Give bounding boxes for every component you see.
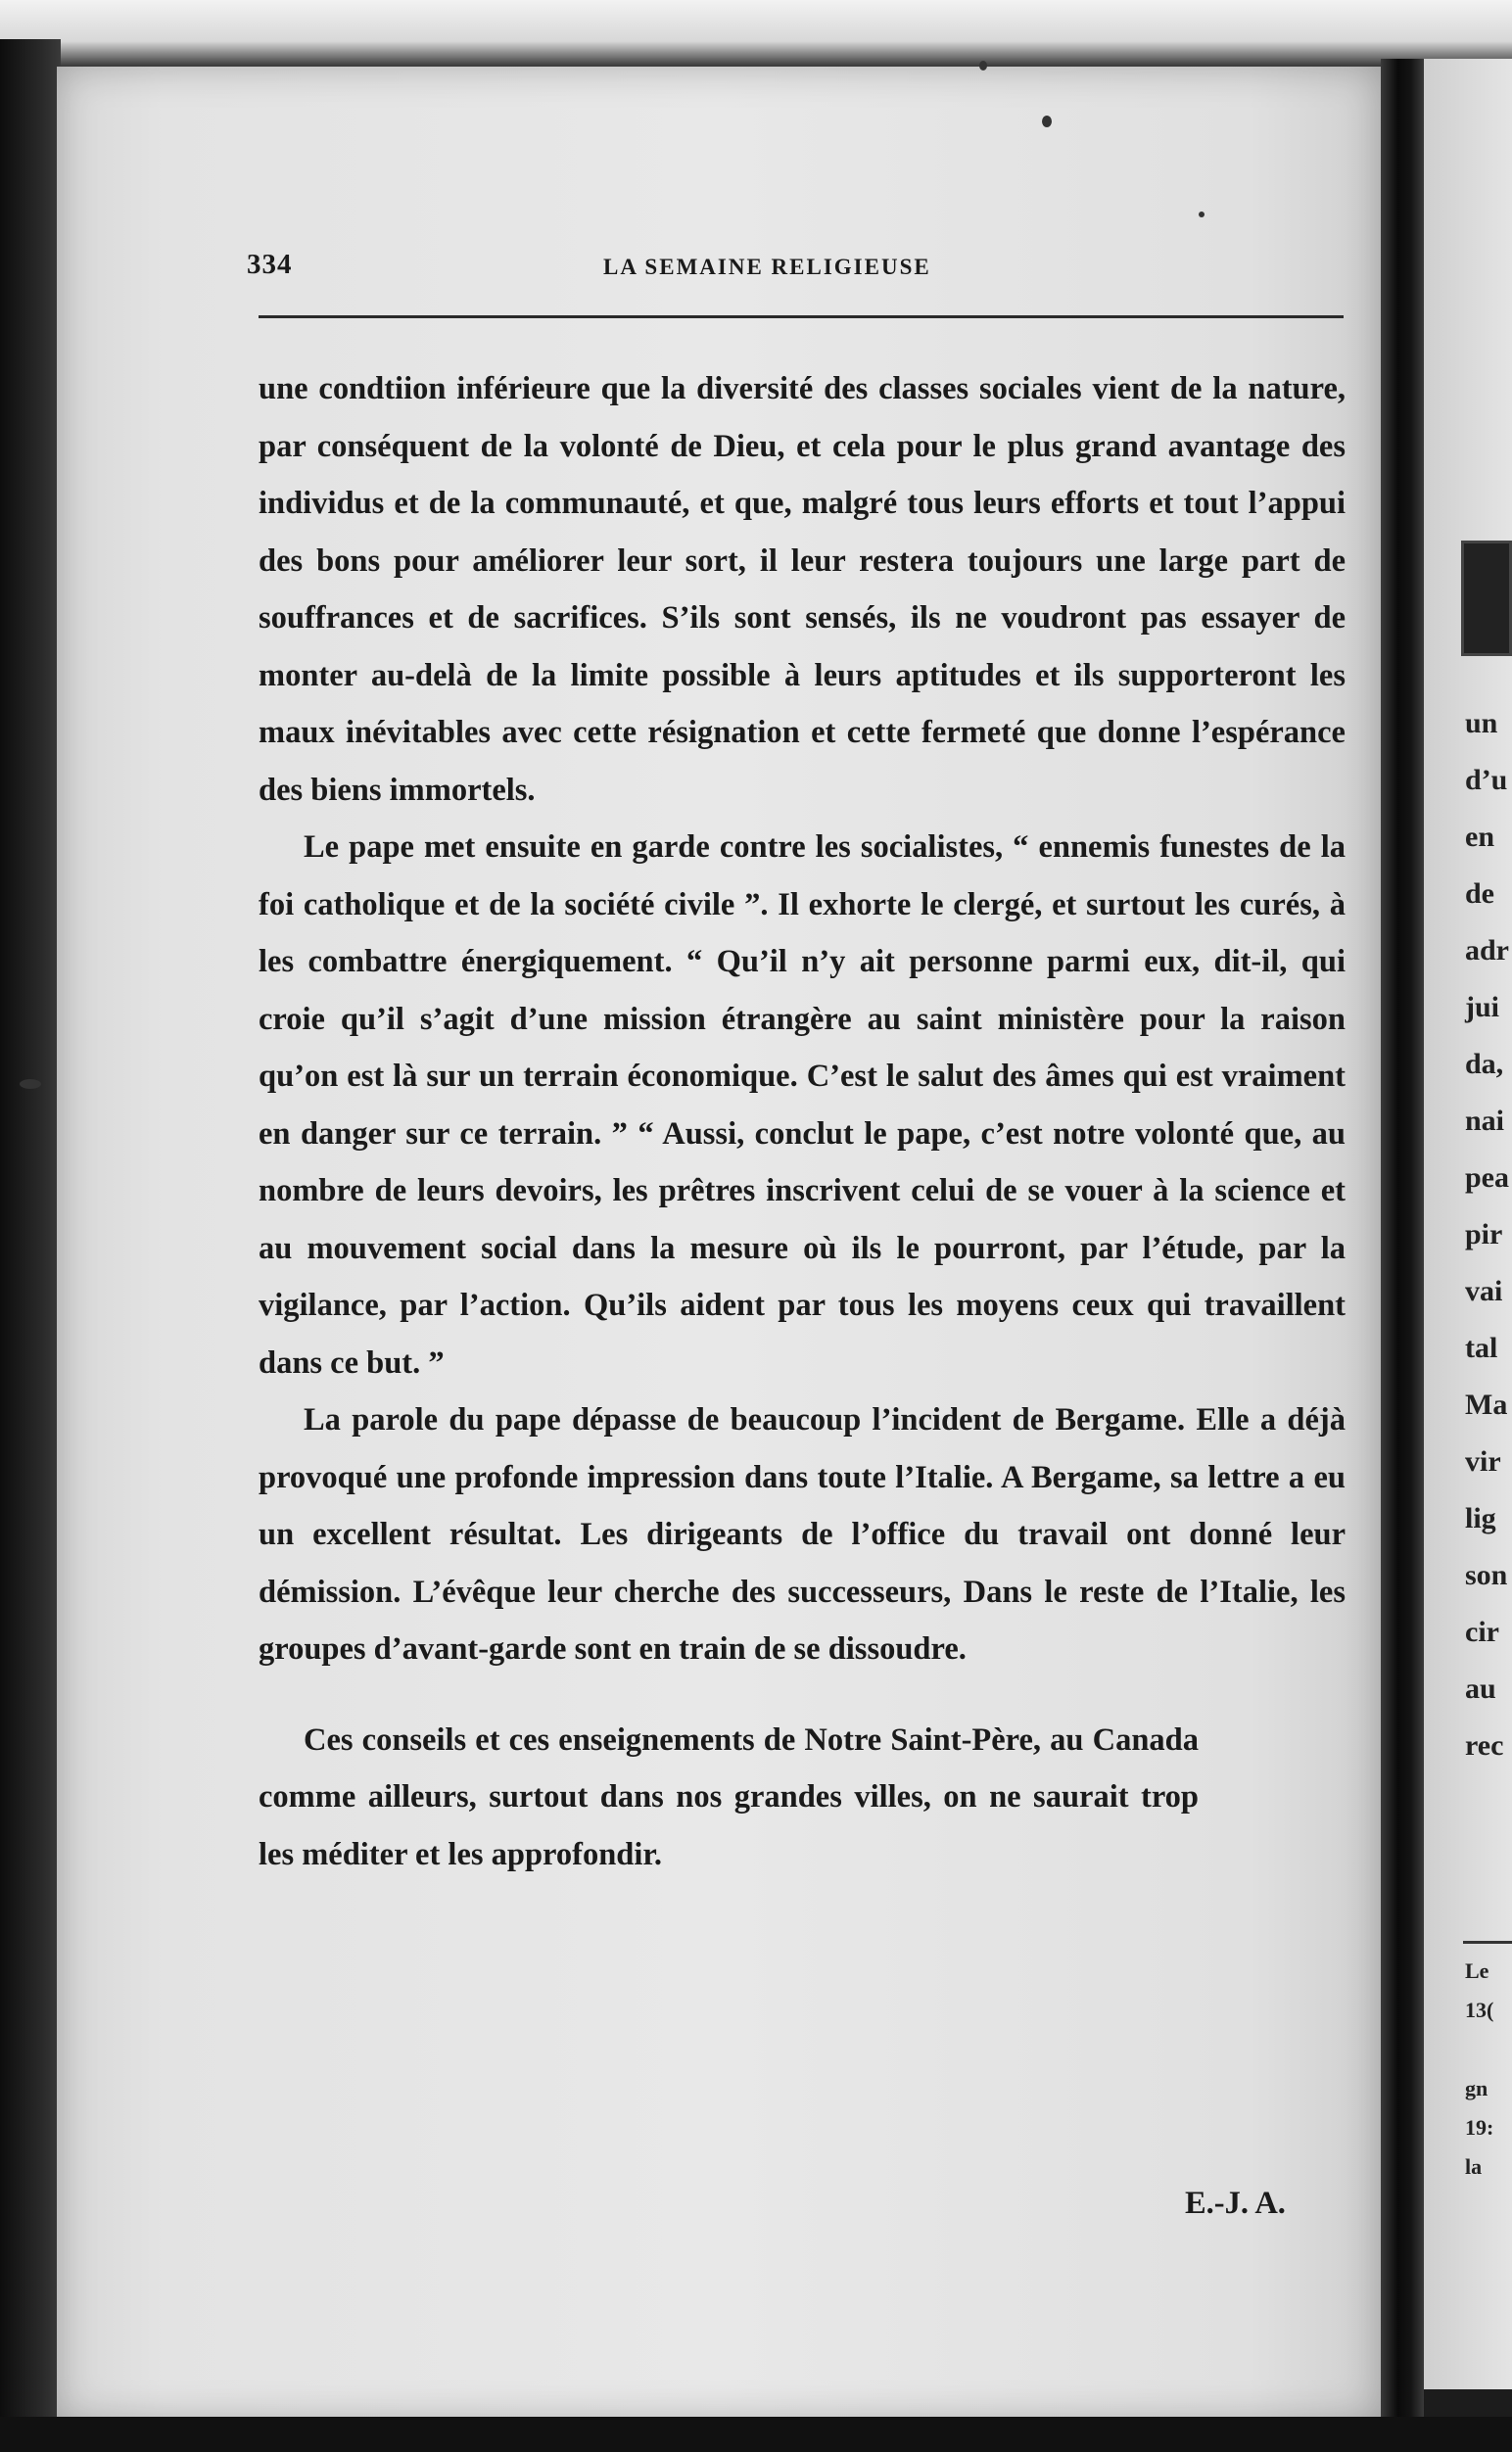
adjacent-footnote-line: Le [1465, 1958, 1489, 1983]
adjacent-line: d’u [1465, 764, 1508, 796]
adjacent-line: cir [1465, 1616, 1499, 1648]
scan-bottom-edge [0, 2417, 1512, 2452]
paragraph: une condtiion inférieure que la diversité des classes sociales vient de la nature, par conséquent de la volonté de Dieu, et cela pour le plus grand avantage des individus et de la communauté, et que, malgré tous leurs efforts et tout l’appui des bons pour améliorer leur sort, il leur restera toujours une large part de souffrances et de sacrifices. S’ils sont sensés, ils ne voudront pas essayer de monter au-delà de la limite possible à leurs aptitudes et ils supporteront les maux inévitables avec cette résignation et cette fermeté que donne l’espérance des biens immortels. [259, 371, 1346, 808]
scan-speck [20, 1079, 41, 1089]
article-body [259, 360, 1346, 1883]
scan-speck [979, 61, 987, 71]
adjacent-line: vai [1465, 1275, 1503, 1307]
adjacent-line: tal [1465, 1332, 1498, 1364]
adjacent-line: pir [1465, 1218, 1503, 1250]
adjacent-footnote-line: 19: [1465, 2115, 1494, 2140]
page-number: 334 [247, 249, 293, 280]
adjacent-line: en [1465, 821, 1494, 853]
signature: E.-J. A. [1185, 2186, 1286, 2221]
adjacent-line: rec [1465, 1729, 1504, 1762]
scan-speck [1199, 212, 1205, 217]
running-head [247, 249, 1353, 288]
book-gutter [1381, 59, 1424, 2452]
paragraph: La parole du pape dépasse de beaucoup l’incident de Bergame. Elle a déjà provoqué une profonde impression dans toute l’Italie. A Bergame, sa lettre a eu un excellent résultat. Les dirigeants de l’office du travail ont donné leur démission. L’évêque leur cherche des successeurs, Dans le reste de l’Italie, les groupes d’avant-garde sont en train de se dissoudre. [259, 1402, 1346, 1667]
adjacent-footnote-line: la [1465, 2154, 1483, 2179]
paragraph: Le pape met ensuite en garde contre les socialistes, “ ennemis funestes de la foi catholique et de la société civile ”. Il exhorte le clergé, et surtout les curés, à les combattre énergiquement. “ Qu’il n’y ait personne parmi eux, dit-il, qui croie qu’il s’agit d’une mission étrangère au saint ministère pour la raison qu’on est là sur un terrain économique. C’est le salut des âmes qui est vraiment en danger sur ce terrain. ” “ Aussi, conclut le pape, c’est notre volonté que, au nombre de leurs devoirs, les prêtres inscrivent celui de se vouer à la science et au mouvement social dans la mesure où ils le pourront, par l’étude, par la vigilance, par l’action. Qu’ils aident par tous les moyens ceux qui travaillent dans ce but. ” [259, 829, 1346, 1381]
drop-cap-fragment [1461, 541, 1512, 656]
scan-left-edge [0, 39, 61, 2452]
adjacent-footnote-line: gn [1465, 2076, 1488, 2100]
adjacent-line: nai [1465, 1105, 1505, 1137]
adjacent-page [1424, 59, 1512, 2389]
adjacent-footnote-line: 13( [1465, 1998, 1494, 2022]
paragraph: Ces conseils et ces enseignements de Notre Saint-Père, au Canada comme ailleurs, surtout dans nos grandes villes, on ne saurait trop les méditer et les approfondir. [259, 1721, 1199, 1872]
adjacent-line: vir [1465, 1445, 1501, 1478]
adjacent-line: lig [1465, 1502, 1496, 1534]
adjacent-line: au [1465, 1673, 1496, 1705]
scan-speck [1042, 116, 1052, 127]
adjacent-line: de [1465, 877, 1494, 910]
adjacent-line: son [1465, 1559, 1508, 1591]
adjacent-line: adr [1465, 934, 1509, 967]
header-rule [259, 315, 1344, 318]
adjacent-line: da, [1465, 1048, 1504, 1080]
adjacent-line: Ma [1465, 1389, 1508, 1421]
running-title: LA SEMAINE RELIGIEUSE [603, 255, 931, 279]
adjacent-line: jui [1465, 991, 1500, 1023]
adjacent-line: pea [1465, 1161, 1509, 1194]
adjacent-footnote-rule [1463, 1941, 1512, 1944]
scan-top-edge [0, 0, 1512, 69]
adjacent-line: un [1465, 707, 1498, 739]
